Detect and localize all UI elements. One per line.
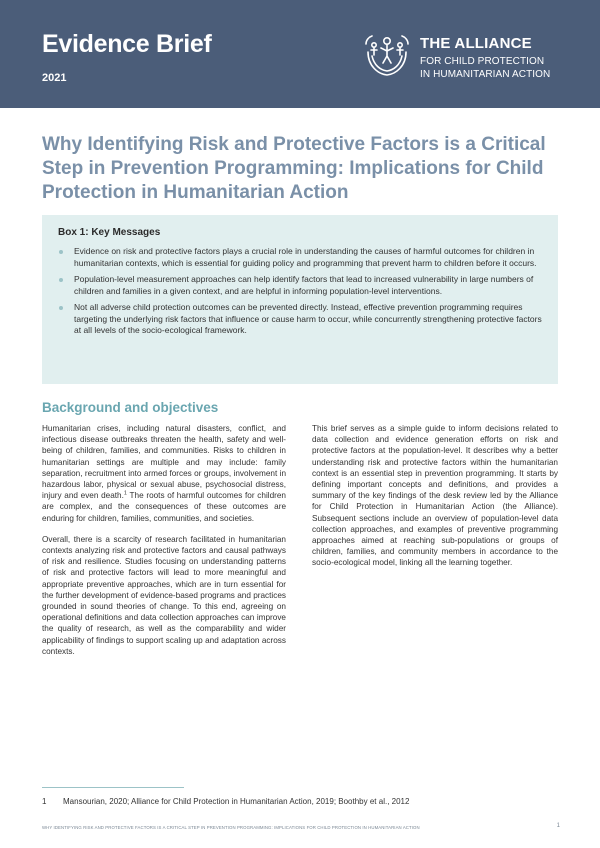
key-messages-box: [42, 215, 558, 384]
key-message-item: [58, 246, 544, 269]
page-number: 1: [556, 823, 560, 829]
paragraph-text: The roots of harmful outcomes for children are complex, and the consequences of these outcomes are enduring for children, families, communities, and societies.: [42, 491, 286, 523]
bullet-icon: [59, 250, 63, 254]
bullet-icon: [59, 306, 63, 310]
background-paragraph-1: [42, 423, 286, 524]
brief-type-title: Evidence Brief: [42, 30, 212, 58]
background-paragraph-2: Overall, there is a scarcity of research facilitated in humanitarian contexts analyzing risk and protective factors and causal pathways of risk and resilience. Studies focusing on understanding patterns of risk and protective factors will lead to more meaningful and appropriate preventive approaches, which are in turn essential for the further development of evidence-based programs and practices grounded in sound theories of change. To this end, agreeing on operational definitions and data collection approaches can improve the quality of research, as well as the comparability and wider applicability of findings to support scaling up and adaptation across contexts.: [42, 534, 286, 656]
bullet-icon: [59, 278, 63, 282]
org-name-line3: IN HUMANITARIAN ACTION: [420, 69, 551, 80]
key-message-text: Evidence on risk and protective factors plays a crucial role in understanding the causes of harmful outcomes for children in humanitarian contexts, which is essential for guiding policy and programming that prevent harm to children before it occurs.: [74, 246, 537, 268]
background-paragraph-3: This brief serves as a simple guide to inform decisions related to data collection and evidence generation efforts on risk and protective factors at the population-level. It describes why a better understanding risk and protective factors within the humanitarian context is an essential step in prevention programming. It starts by defining important concepts and definitions, and provides a summary of the key findings of the desk review led by the Alliance for Child Protection in Humanitarian Action (the Alliance). Subsequent sections include an overview of population-level data collection approaches, and examples of preventive programming approaches aimed at reaching sub-populations or groups of children, families, and community members in accordance to the socio-ecological model, linking all the learning together.: [312, 424, 558, 568]
alliance-logo-icon: [362, 30, 412, 80]
org-name-line1: THE ALLIANCE: [420, 35, 532, 52]
key-messages-list: [58, 246, 544, 342]
publication-year: 2021: [42, 72, 67, 84]
key-message-item: [58, 302, 544, 337]
header-banner: [0, 0, 600, 108]
footnote-number: 1: [42, 797, 47, 806]
running-footer-title: WHY IDENTIFYING RISK AND PROTECTIVE FACTORS IS A CRITICAL STEP IN PREVENTION PROGRAMMING: IMPLICATIONS FOR CHILD PROTECTION IN HUMANITARIAN ACTION: [42, 825, 420, 830]
key-message-item: [58, 274, 544, 297]
key-message-text: Population-level measurement approaches can help identify factors that lead to increased vulnerability in large numbers of children and families in a given context, and are helpful in informing population-level interventions.: [74, 274, 534, 296]
footnote-reference[interactable]: 1: [123, 490, 127, 497]
footnote-text: Mansourian, 2020; Alliance for Child Protection in Humanitarian Action, 2019; Boothby et al., 2012: [63, 797, 410, 806]
paragraph-text: Humanitarian crises, including natural disasters, conflict, and infectious disease outbreaks threaten the health, safety and well-being of children, families, and communities. Risks to children in humanitarian settings are multiple and may include: family separation, recruitment into armed forces or groups, involvement in hazardous labor, physical or sexual abuse, psychosocial distress, injury and even death.: [42, 424, 286, 501]
document-title: Why Identifying Risk and Protective Factors is a Critical Step in Prevention Programming: Implications for Child Protection in Humanitarian Action: [42, 134, 546, 203]
org-name-line2: FOR CHILD PROTECTION: [420, 56, 545, 67]
key-messages-heading: Box 1: Key Messages: [58, 227, 161, 238]
section-heading-background: Background and objectives: [42, 400, 219, 415]
footnote-divider: [42, 787, 184, 788]
right-text-column: [312, 423, 558, 579]
left-text-column: [42, 423, 286, 667]
key-message-text: Not all adverse child protection outcomes can be prevented directly. Instead, effective prevention programming requires targeting the underlying risk factors that influence or cause harm to occur, while concurrently strengthening protective factors at all levels of the socio-ecological framework.: [74, 302, 542, 335]
